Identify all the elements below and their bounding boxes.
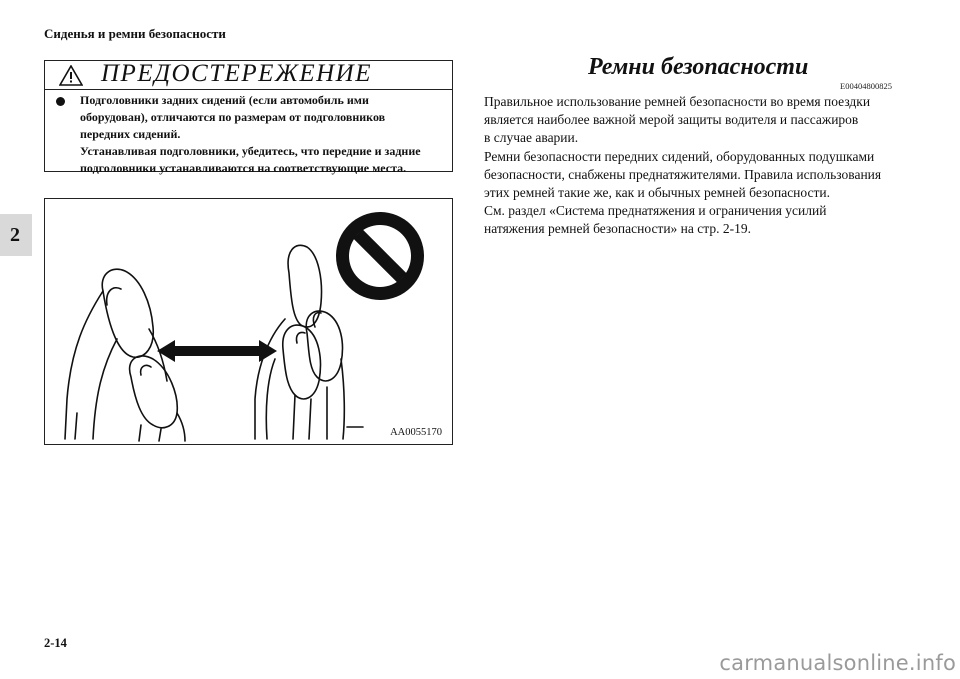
body-line: этих ремней такие же, как и обычных ремней безопасности. [484,185,830,201]
body-line: Ремни безопасности передних сидений, оборудованных подушками [484,148,875,164]
headrest-illustration [44,198,453,445]
warning-text [80,92,450,177]
body-line: в случае аварии. [484,130,579,146]
headrest-icon [283,325,321,399]
prohibition-icon [336,212,424,300]
warning-triangle-icon [59,65,83,86]
body-line: Правильное использование ремней безопасности во время поездки [484,94,871,109]
headrest-icon [288,245,321,327]
chapter-number: 2 [10,224,20,246]
headrest-icon [130,356,178,428]
body-line: безопасности, снабжены преднатяжителями. Правила использования [484,166,882,182]
warning-title: ПРЕДОСТЕРЕЖЕНИЕ [101,60,372,87]
body-line: См. раздел «Система преднатяжения и ограничения усилий [484,203,827,219]
bullet-icon [56,97,65,106]
section-code: E00404800825 [840,81,892,91]
headrest-icon [306,311,342,381]
page-number: 2-14 [44,636,67,650]
figure-code: AA0055170 [390,427,442,438]
warning-line: передних сидений. [80,127,181,141]
double-arrow-icon [157,340,277,362]
warning-line: Подголовники задних сидений (если автомобиль ими [80,93,369,107]
body-line: натяжения ремней безопасности» на стр. 2-19. [484,221,751,237]
warning-header [45,61,452,90]
warning-line: оборудован), отличаются по размерам от подголовников [80,110,386,124]
page-header-title: Сиденья и ремни безопасности [44,26,226,41]
illustration-drawing [45,199,454,446]
section-body [484,93,904,239]
warning-box [44,60,453,175]
body-line: является наиболее важной мерой защиты водителя и пассажиров [484,112,859,128]
warning-line: Устанавливая подголовники, убедитесь, что передние и задние [80,144,421,158]
watermark: carmanualsonline.info [719,651,956,675]
headrest-icon [102,269,153,357]
section-title: Ремни безопасности [588,54,809,80]
warning-line: подголовники устанавливаются на соответствующие места. [80,161,407,175]
